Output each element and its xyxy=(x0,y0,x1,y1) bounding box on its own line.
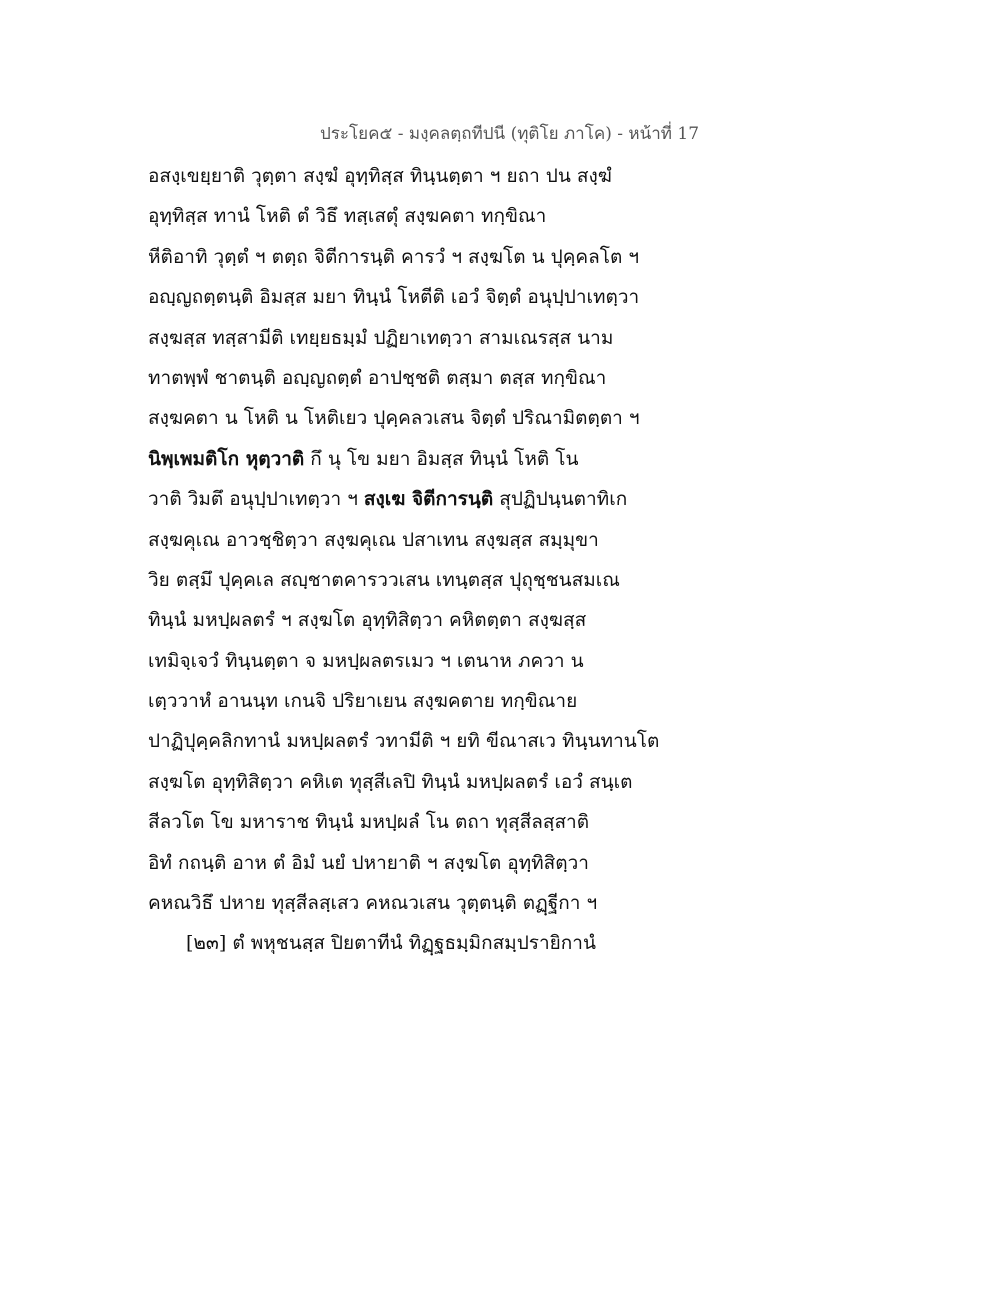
text-line xyxy=(148,358,688,398)
line-text: อญฺญถตฺตนฺติ อิมสฺส มยา ทินฺนํ โหตีติ เอวํ จิตฺตํ อนุปฺปาเทตฺวา xyxy=(148,286,640,309)
text-line xyxy=(148,762,688,802)
text-line xyxy=(148,883,688,923)
line-text: อุทฺทิสฺส ทานํ โหติ ตํ วิธึ ทสฺเสตุํ สงฺฆคตา ทกฺขิณา xyxy=(148,205,547,228)
text-line xyxy=(148,802,688,842)
text-line xyxy=(148,520,688,560)
paragraph-start-line xyxy=(148,923,688,963)
line-text: หีติอาทิ วุตฺตํ ฯ ตตฺถ จิตีการนฺติ คารวํ ฯ สงฺฆโต น ปุคฺคลโต ฯ xyxy=(148,245,640,268)
line-text: สงฺฆสฺส ทสฺสามีติ เทยฺยธมฺมํ ปฏิยาเทตฺวา สามเณรสฺส นาม xyxy=(148,326,614,349)
text-line xyxy=(148,600,688,640)
body-text xyxy=(148,156,688,964)
text-line xyxy=(148,479,688,519)
line-text: สงฺฆคตา น โหติ น โหติเยว ปุคฺคลวเสน จิตฺตํ ปริณามิตตฺตา ฯ xyxy=(148,407,640,430)
line-text: สีลวโต โข มหาราช ทินฺนํ มหปฺผลํ โน ตถา ทุสฺสีลสฺสาติ xyxy=(148,811,590,834)
text-line xyxy=(148,721,688,761)
line-text: เทมิจฺเจวํ ทินฺนตฺตา จ มหปฺผลตรเมว ฯ เตนาห ภควา น xyxy=(148,649,584,672)
line-text: [๒๓] ตํ พหุชนสฺส ปิยตาทีนํ ทิฏฺฐธมฺมิกสมฺปรายิกานํ xyxy=(186,932,596,955)
line-text: ทาตพฺพํ ชาตนฺติ อญฺญถตฺตํ อาปชฺชติ ตสฺมา ตสฺส ทกฺขิณา xyxy=(148,366,607,389)
text-line xyxy=(148,681,688,721)
text-line xyxy=(148,318,688,358)
text-line xyxy=(148,843,688,883)
line-text: ปาฏิปุคฺคลิกทานํ มหปฺผลตรํ วทามีติ ฯ ยทิ ขีณาสเว ทินฺนทานโต xyxy=(148,730,660,753)
line-text: สงฺฆคุเณ อาวชฺชิตฺวา สงฺฆคุเณ ปสาเทน สงฺฆสฺส สมฺมุขา xyxy=(148,528,599,551)
line-text: วิย ตสฺมึ ปุคฺคเล สญฺชาตคารววเสน เทนฺตสฺส ปุถุชฺชนสมเณ xyxy=(148,568,620,591)
text-line xyxy=(148,560,688,600)
text-line xyxy=(148,398,688,438)
bold-term: นิพฺเพมติโก หุตฺวาติ xyxy=(148,447,305,470)
line-text: อิทํ กถนฺติ อาห ตํ อิมํ นยํ ปหายาติ ฯ สงฺฆโต อุทฺทิสิตฺวา xyxy=(148,851,589,874)
text-line xyxy=(148,237,688,277)
text-line xyxy=(148,277,688,317)
bold-term: สงฺเฆ จิตีการนฺติ xyxy=(363,488,494,511)
running-title: ประโยค๕ - มงฺคลตฺถทีปนี (ทุติโย ภาโค) - หน้าที่ 17 xyxy=(320,124,700,144)
line-text: วาติ วิมตึ อนุปฺปาเทตฺวา ฯ xyxy=(148,488,364,511)
line-text: เตฺววาหํ อานนฺท เกนจิ ปริยาเยน สงฺฆคตาย ทกฺขิณาย xyxy=(148,690,578,713)
line-text: สงฺฆโต อุทฺทิสิตฺวา คหิเต ทุสฺสีเลปิ ทินฺนํ มหปฺผลตรํ เอวํ สนฺเต xyxy=(148,770,633,793)
line-text: กึ นุ โข มยา อิมสฺส ทินฺนํ โหติ โน xyxy=(304,447,579,470)
line-text: อสงฺเขยฺยาติ วุตฺตา สงฺฆํ อุทฺทิสฺส ทินฺนตฺตา ฯ ยถา ปน สงฺฆํ xyxy=(148,165,612,187)
line-text: ทินฺนํ มหปฺผลตรํ ฯ สงฺฆโต อุทฺทิสิตฺวา คหิตตฺตา สงฺฆสฺส xyxy=(148,609,587,632)
text-line xyxy=(148,156,688,196)
text-line xyxy=(148,196,688,236)
text-line xyxy=(148,439,688,479)
line-text: สุปฏิปนฺนตาทิเก xyxy=(493,488,628,511)
line-text: คหณวิธึ ปหาย ทุสฺสีลสฺเสว คหณวเสน วุตฺตนฺติ ตฏฺฐีกา ฯ xyxy=(148,892,598,915)
running-header xyxy=(0,120,1000,148)
text-line xyxy=(148,641,688,681)
